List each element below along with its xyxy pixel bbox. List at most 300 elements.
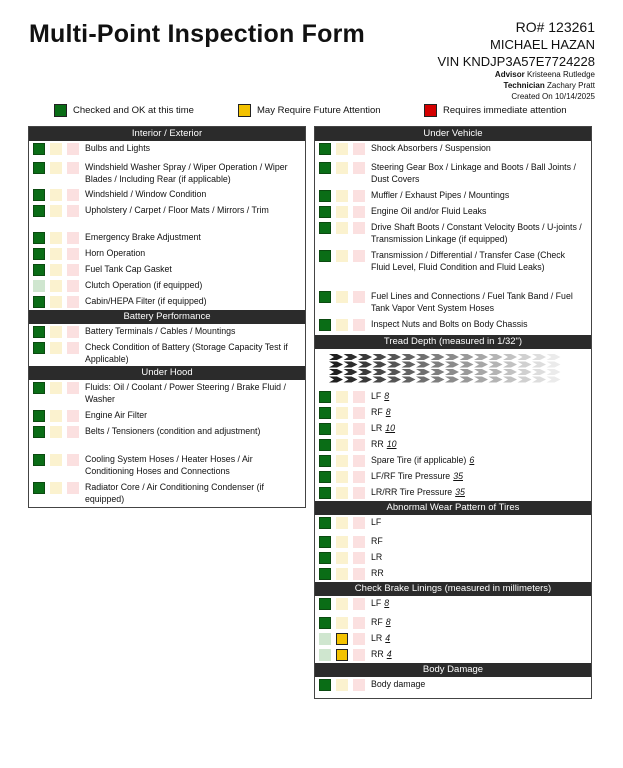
inspection-row xyxy=(29,452,305,480)
item-label-text: Spare Tire (if applicable) xyxy=(371,455,467,465)
status-ok-box[interactable] xyxy=(319,291,331,303)
status-boxes xyxy=(33,189,84,201)
status-future-box[interactable] xyxy=(336,471,348,483)
inspection-row xyxy=(315,566,591,582)
status-immediate-box[interactable] xyxy=(353,487,365,499)
status-immediate-box[interactable] xyxy=(67,382,79,394)
tread-block xyxy=(358,362,372,368)
status-boxes xyxy=(319,423,370,435)
status-immediate-box[interactable] xyxy=(67,264,79,276)
status-ok-box[interactable] xyxy=(319,649,331,661)
item-label-text: LF xyxy=(371,517,382,527)
status-future-box[interactable] xyxy=(336,598,348,610)
inspection-row xyxy=(315,405,591,421)
status-ok-box[interactable] xyxy=(319,407,331,419)
status-immediate-box[interactable] xyxy=(353,679,365,691)
status-immediate-box[interactable] xyxy=(67,232,79,244)
status-boxes xyxy=(33,382,84,394)
status-boxes xyxy=(319,222,370,234)
status-boxes xyxy=(319,455,370,467)
inspection-row xyxy=(315,317,591,335)
status-future-box[interactable] xyxy=(336,455,348,467)
status-ok-box[interactable] xyxy=(319,190,331,202)
status-boxes xyxy=(319,617,370,629)
status-future-box[interactable] xyxy=(336,552,348,564)
item-label xyxy=(85,247,299,259)
status-future-box[interactable] xyxy=(336,568,348,580)
status-immediate-box[interactable] xyxy=(353,471,365,483)
status-ok-box[interactable] xyxy=(33,280,45,292)
inspection-row xyxy=(315,647,591,663)
tread-block xyxy=(503,362,517,368)
item-label xyxy=(371,648,585,660)
tread-block xyxy=(532,377,546,383)
item-label-text: Transmission / Differential / Transfer Case (Check Fluid Level, Fluid Condition and Fluid Leaks) xyxy=(371,250,566,272)
status-ok-box[interactable] xyxy=(33,326,45,338)
status-ok-box[interactable] xyxy=(319,250,331,262)
status-future-box[interactable] xyxy=(336,250,348,262)
tread-block xyxy=(387,354,401,360)
item-label-text: Fuel Tank Cap Gasket xyxy=(85,264,172,274)
item-label xyxy=(85,453,299,477)
status-boxes xyxy=(33,162,84,174)
tread-block xyxy=(460,354,474,360)
page-title: Multi-Point Inspection Form xyxy=(29,20,365,48)
tread-block xyxy=(503,354,517,360)
status-legend xyxy=(0,104,623,120)
tread-block xyxy=(532,362,546,368)
status-immediate-box[interactable] xyxy=(353,455,365,467)
item-label xyxy=(85,161,299,185)
status-immediate-box[interactable] xyxy=(67,143,79,155)
status-ok-box[interactable] xyxy=(33,205,45,217)
inspection-row xyxy=(29,294,305,310)
status-boxes xyxy=(319,649,370,661)
tread-block xyxy=(344,369,358,375)
tread-block xyxy=(373,377,387,383)
inspection-row xyxy=(315,188,591,204)
status-immediate-box[interactable] xyxy=(67,454,79,466)
status-future-box[interactable] xyxy=(336,291,348,303)
status-future-box[interactable] xyxy=(336,407,348,419)
status-future-box[interactable] xyxy=(336,439,348,451)
section-header-tread: Tread Depth (measured in 1/32") xyxy=(315,335,591,349)
tread-block xyxy=(387,362,401,368)
status-ok-box[interactable] xyxy=(319,143,331,155)
tread-block xyxy=(344,354,358,360)
tread-block xyxy=(445,362,459,368)
status-ok-box[interactable] xyxy=(319,471,331,483)
status-future-box[interactable] xyxy=(50,482,62,494)
status-immediate-box[interactable] xyxy=(67,296,79,308)
inspection-row xyxy=(315,389,591,405)
status-immediate-box[interactable] xyxy=(67,326,79,338)
tread-block xyxy=(518,369,532,375)
status-ok-box[interactable] xyxy=(33,342,45,354)
inspection-row xyxy=(29,380,305,408)
item-value: 8 xyxy=(385,407,391,417)
status-boxes xyxy=(319,391,370,403)
tread-block xyxy=(474,369,488,375)
tread-block xyxy=(344,362,358,368)
item-label-text: LR xyxy=(371,552,383,562)
item-label-text: Upholstery / Carpet / Floor Mats / Mirrors / Trim xyxy=(85,205,269,215)
tread-block xyxy=(416,377,430,383)
item-label-text: Fuel Lines and Connections / Fuel Tank Band / Fuel Tank Vapor Vent System Hoses xyxy=(371,291,573,313)
inspection-row xyxy=(29,278,305,294)
tread-block xyxy=(402,377,416,383)
item-label-text: LR/RR Tire Pressure xyxy=(371,487,453,497)
status-ok-box[interactable] xyxy=(319,487,331,499)
status-ok-box[interactable] xyxy=(33,232,45,244)
tread-block xyxy=(373,369,387,375)
item-label xyxy=(85,481,299,505)
status-future-box[interactable] xyxy=(50,205,62,217)
tread-block xyxy=(445,354,459,360)
tread-block xyxy=(547,354,561,360)
item-label-text: RR xyxy=(371,439,384,449)
status-boxes xyxy=(319,536,370,548)
item-label-text: Engine Air Filter xyxy=(85,410,148,420)
item-value: 4 xyxy=(386,649,392,659)
status-future-box[interactable] xyxy=(336,206,348,218)
vin-number: VIN KNDJP3A57E7724228 xyxy=(437,54,595,69)
status-immediate-box[interactable] xyxy=(353,291,365,303)
status-immediate-box[interactable] xyxy=(67,248,79,260)
item-value: 8 xyxy=(384,391,390,401)
inspection-row xyxy=(315,550,591,566)
tread-block xyxy=(474,362,488,368)
order-info xyxy=(437,20,595,101)
status-ok-box[interactable] xyxy=(319,222,331,234)
status-ok-box[interactable] xyxy=(319,517,331,529)
status-immediate-box[interactable] xyxy=(353,617,365,629)
status-future-box[interactable] xyxy=(50,232,62,244)
tread-block xyxy=(547,377,561,383)
status-future-box[interactable] xyxy=(50,296,62,308)
item-label xyxy=(85,381,299,405)
status-immediate-box[interactable] xyxy=(353,598,365,610)
status-boxes xyxy=(319,552,370,564)
status-immediate-box[interactable] xyxy=(353,649,365,661)
status-immediate-box[interactable] xyxy=(353,439,365,451)
item-label-text: Fluids: Oil / Coolant / Power Steering / Brake Fluid / Washer xyxy=(85,382,286,404)
item-label-text: Windshield / Window Condition xyxy=(85,189,207,199)
item-label xyxy=(85,263,299,275)
status-ok-box[interactable] xyxy=(319,206,331,218)
item-label xyxy=(371,290,585,314)
status-ok-box[interactable] xyxy=(33,264,45,276)
status-future-box[interactable] xyxy=(50,143,62,155)
item-label-text: Inspect Nuts and Bolts on Body Chassis xyxy=(371,319,528,329)
tread-block xyxy=(518,377,532,383)
status-future-box[interactable] xyxy=(50,426,62,438)
inspection-row xyxy=(315,160,591,188)
item-label xyxy=(371,221,585,245)
status-immediate-box[interactable] xyxy=(353,536,365,548)
status-immediate-box[interactable] xyxy=(67,342,79,354)
tread-block xyxy=(445,369,459,375)
tread-block xyxy=(547,369,561,375)
inspection-row xyxy=(315,141,591,160)
item-label xyxy=(85,188,299,200)
status-immediate-box[interactable] xyxy=(67,189,79,201)
status-immediate-box[interactable] xyxy=(353,250,365,262)
status-future-box[interactable] xyxy=(336,679,348,691)
status-ok-box[interactable] xyxy=(319,598,331,610)
tread-block xyxy=(503,369,517,375)
section-header-vehicle: Under Vehicle xyxy=(315,127,591,141)
status-boxes xyxy=(33,482,84,494)
tread-block xyxy=(474,377,488,383)
tread-block xyxy=(329,369,343,375)
status-ok-box[interactable] xyxy=(33,382,45,394)
item-label-text: RF xyxy=(371,536,383,546)
status-immediate-box[interactable] xyxy=(67,205,79,217)
status-boxes xyxy=(33,205,84,217)
item-label xyxy=(85,295,299,307)
yellow-swatch xyxy=(238,104,251,117)
item-label xyxy=(85,425,299,437)
status-ok-box[interactable] xyxy=(33,296,45,308)
status-future-box[interactable] xyxy=(336,319,348,331)
status-future-box[interactable] xyxy=(336,391,348,403)
status-future-box[interactable] xyxy=(336,517,348,529)
status-future-box[interactable] xyxy=(336,190,348,202)
status-ok-box[interactable] xyxy=(33,426,45,438)
status-future-box[interactable] xyxy=(50,326,62,338)
status-ok-box[interactable] xyxy=(319,319,331,331)
item-label xyxy=(371,486,585,498)
item-label-text: RF xyxy=(371,407,383,417)
status-ok-box[interactable] xyxy=(33,162,45,174)
status-immediate-box[interactable] xyxy=(353,206,365,218)
status-ok-box[interactable] xyxy=(319,455,331,467)
item-label xyxy=(371,632,585,644)
tread-block xyxy=(489,377,503,383)
item-label xyxy=(371,318,585,330)
status-ok-box[interactable] xyxy=(33,189,45,201)
status-ok-box[interactable] xyxy=(319,162,331,174)
status-ok-box[interactable] xyxy=(319,552,331,564)
tread-block xyxy=(474,354,488,360)
status-future-box[interactable] xyxy=(50,454,62,466)
tread-block xyxy=(358,354,372,360)
item-label-text: Check Condition of Battery (Storage Capacity Test if Applicable) xyxy=(85,342,288,364)
advisor-line: Advisor Kristeena Rutledge xyxy=(494,70,595,79)
item-label xyxy=(371,249,585,273)
red-swatch xyxy=(424,104,437,117)
status-future-box[interactable] xyxy=(336,649,348,661)
status-ok-box[interactable] xyxy=(319,617,331,629)
status-immediate-box[interactable] xyxy=(353,568,365,580)
status-future-box[interactable] xyxy=(336,487,348,499)
item-label-text: Bulbs and Lights xyxy=(85,143,151,153)
status-ok-box[interactable] xyxy=(319,439,331,451)
inspection-row xyxy=(315,248,591,289)
status-future-box[interactable] xyxy=(50,264,62,276)
tread-block xyxy=(503,377,517,383)
tread-block xyxy=(489,362,503,368)
tread-block xyxy=(416,369,430,375)
inspection-row xyxy=(315,631,591,647)
inspection-row xyxy=(29,340,305,366)
item-label-text: Steering Gear Box / Linkage and Boots / Ball Joints / Dust Covers xyxy=(371,162,576,184)
status-boxes xyxy=(33,232,84,244)
item-label-text: RR xyxy=(371,568,384,578)
status-boxes xyxy=(319,439,370,451)
inspection-row xyxy=(29,246,305,262)
status-immediate-box[interactable] xyxy=(67,482,79,494)
tread-block xyxy=(489,369,503,375)
status-future-box[interactable] xyxy=(336,222,348,234)
item-label-text: RF xyxy=(371,617,383,627)
item-label xyxy=(371,161,585,185)
status-future-box[interactable] xyxy=(336,423,348,435)
item-value: 4 xyxy=(385,633,391,643)
tread-block xyxy=(460,362,474,368)
inspection-row xyxy=(315,289,591,317)
tread-block xyxy=(431,354,445,360)
status-immediate-box[interactable] xyxy=(67,162,79,174)
inspection-row xyxy=(315,469,591,485)
item-value: 6 xyxy=(469,455,475,465)
inspection-row xyxy=(315,453,591,469)
status-ok-box[interactable] xyxy=(33,248,45,260)
status-future-box[interactable] xyxy=(50,248,62,260)
inspection-row xyxy=(29,187,305,203)
section-header-wear: Abnormal Wear Pattern of Tires xyxy=(315,501,591,515)
status-boxes xyxy=(319,143,370,155)
status-immediate-box[interactable] xyxy=(353,391,365,403)
item-label-text: LR xyxy=(371,633,383,643)
status-ok-box[interactable] xyxy=(33,410,45,422)
status-future-box[interactable] xyxy=(50,382,62,394)
tread-block xyxy=(373,362,387,368)
status-immediate-box[interactable] xyxy=(353,143,365,155)
status-immediate-box[interactable] xyxy=(353,190,365,202)
status-boxes xyxy=(319,319,370,331)
technician-line: Technician Zachary Pratt xyxy=(503,81,595,90)
status-boxes xyxy=(33,248,84,260)
status-future-box[interactable] xyxy=(50,410,62,422)
status-immediate-box[interactable] xyxy=(353,552,365,564)
status-boxes xyxy=(319,633,370,645)
item-label xyxy=(85,142,299,154)
status-future-box[interactable] xyxy=(50,342,62,354)
status-ok-box[interactable] xyxy=(319,391,331,403)
status-boxes xyxy=(33,454,84,466)
status-immediate-box[interactable] xyxy=(67,280,79,292)
tread-block xyxy=(518,354,532,360)
status-immediate-box[interactable] xyxy=(353,407,365,419)
status-future-box[interactable] xyxy=(50,189,62,201)
status-ok-box[interactable] xyxy=(33,454,45,466)
item-label-text: Cabin/HEPA Filter (if equipped) xyxy=(85,296,207,306)
item-label-text: Belts / Tensioners (condition and adjustment) xyxy=(85,426,261,436)
status-boxes xyxy=(33,326,84,338)
item-label xyxy=(371,422,585,434)
tread-block xyxy=(532,354,546,360)
inspection-row xyxy=(29,324,305,340)
repair-order-number: RO# 123261 xyxy=(515,19,595,35)
status-immediate-box[interactable] xyxy=(353,423,365,435)
status-boxes xyxy=(319,206,370,218)
tread-block xyxy=(416,354,430,360)
item-label xyxy=(371,189,585,201)
item-label-text: Drive Shaft Boots / Constant Velocity Boots / U-joints / Transmission Linkage (if equipped) xyxy=(371,222,582,244)
item-value: 8 xyxy=(384,598,390,608)
status-future-box[interactable] xyxy=(336,536,348,548)
status-ok-box[interactable] xyxy=(33,143,45,155)
tread-block xyxy=(445,377,459,383)
status-immediate-box[interactable] xyxy=(353,222,365,234)
status-future-box[interactable] xyxy=(336,617,348,629)
status-ok-box[interactable] xyxy=(319,536,331,548)
inspection-row xyxy=(29,141,305,160)
status-boxes xyxy=(33,264,84,276)
status-immediate-box[interactable] xyxy=(67,410,79,422)
inspection-row xyxy=(315,596,591,615)
status-immediate-box[interactable] xyxy=(67,426,79,438)
item-label xyxy=(371,438,585,450)
status-immediate-box[interactable] xyxy=(353,633,365,645)
item-label xyxy=(371,597,585,609)
item-label-text: Cooling System Hoses / Heater Hoses / Air Conditioning Hoses and Connections xyxy=(85,454,253,476)
status-future-box[interactable] xyxy=(336,162,348,174)
tread-block xyxy=(402,354,416,360)
item-value: 35 xyxy=(453,471,463,481)
status-future-box[interactable] xyxy=(50,280,62,292)
status-ok-box[interactable] xyxy=(319,633,331,645)
status-future-box[interactable] xyxy=(50,162,62,174)
status-ok-box[interactable] xyxy=(33,482,45,494)
inspection-row xyxy=(29,424,305,452)
item-label xyxy=(371,678,585,690)
item-label-text: Windshield Washer Spray / Wiper Operation / Wiper Blades / Including Rear (if applicable) xyxy=(85,162,288,184)
item-label xyxy=(371,470,585,482)
inspection-row xyxy=(315,615,591,631)
status-boxes xyxy=(319,250,370,262)
status-ok-box[interactable] xyxy=(319,679,331,691)
item-label xyxy=(371,390,585,402)
tread-block xyxy=(489,354,503,360)
tire-tread-graphic xyxy=(315,349,591,389)
tread-block xyxy=(344,377,358,383)
item-label-text: Shock Absorbers / Suspension xyxy=(371,143,491,153)
status-future-box[interactable] xyxy=(336,633,348,645)
item-label xyxy=(371,567,585,579)
item-label-text: Clutch Operation (if equipped) xyxy=(85,280,203,290)
status-immediate-box[interactable] xyxy=(353,162,365,174)
status-immediate-box[interactable] xyxy=(353,517,365,529)
tread-block xyxy=(460,377,474,383)
legend-ok: Checked and OK at this time xyxy=(54,104,194,117)
status-immediate-box[interactable] xyxy=(353,319,365,331)
tread-block xyxy=(387,369,401,375)
status-ok-box[interactable] xyxy=(319,423,331,435)
left-column xyxy=(28,126,306,508)
status-boxes xyxy=(319,407,370,419)
legend-immediate: Requires immediate attention xyxy=(424,104,567,117)
status-future-box[interactable] xyxy=(336,143,348,155)
tread-block xyxy=(518,362,532,368)
right-column xyxy=(314,126,592,699)
legend-future: May Require Future Attention xyxy=(238,104,381,117)
inspection-row xyxy=(29,480,305,507)
status-ok-box[interactable] xyxy=(319,568,331,580)
status-boxes xyxy=(319,291,370,303)
